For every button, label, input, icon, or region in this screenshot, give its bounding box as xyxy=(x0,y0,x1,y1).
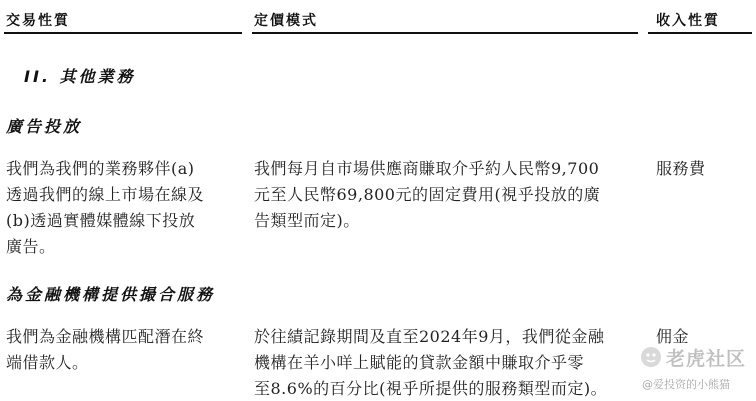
text-line: 至8.6%的百分比(視乎所提供的服務類型而定)。 xyxy=(254,379,608,398)
text-line: 我們每月自市場供應商賺取介乎約人民幣9,700 xyxy=(254,159,600,178)
header-rule-1 xyxy=(4,32,242,34)
text-line: 佣金 xyxy=(656,327,690,346)
text-line: (b)透過實體媒體線下投放 xyxy=(6,211,196,230)
header-rule-2 xyxy=(252,32,638,34)
text-line: 我們為金融機構匹配潛在終 xyxy=(6,327,205,346)
header-rule-3 xyxy=(648,32,752,34)
column-header-revenue-nature: 收入性質 xyxy=(656,13,720,29)
watermark-user: @爱投资的小熊猫 xyxy=(642,378,730,391)
transaction-nature-cell xyxy=(6,156,238,260)
text-line: 機構在羊小咩上賦能的貸款金額中賺取介乎零 xyxy=(254,353,585,372)
text-line: 服務費 xyxy=(656,159,706,178)
text-line: 於往績記錄期間及直至2024年9月，我們從金融 xyxy=(254,327,605,346)
transaction-nature-cell xyxy=(6,324,238,376)
text-line: 告類型而定)。 xyxy=(254,211,360,230)
tiger-logo-icon xyxy=(640,346,662,368)
section-title: II. 其他業務 xyxy=(24,67,136,86)
column-header-pricing-model: 定價模式 xyxy=(254,13,318,29)
pricing-model-cell xyxy=(254,324,642,401)
text-line: 我們為我們的業務夥伴(a) xyxy=(6,159,195,178)
row-title-advertising: 廣告投放 xyxy=(6,117,83,136)
row-title-matching-services: 為金融機構提供撮合服務 xyxy=(6,285,216,304)
text-line: 端借款人。 xyxy=(6,353,89,372)
revenue-nature-cell xyxy=(656,156,752,182)
text-line: 廣告。 xyxy=(6,237,56,256)
watermark-brand: 老虎社区 xyxy=(666,348,747,370)
pricing-model-cell xyxy=(254,156,642,234)
column-header-transaction-nature: 交易性質 xyxy=(6,13,70,29)
text-line: 元至人民幣69,800元的固定費用(視乎投放的廣 xyxy=(254,185,601,204)
text-line: 透過我們的線上市場在線及 xyxy=(6,185,205,204)
